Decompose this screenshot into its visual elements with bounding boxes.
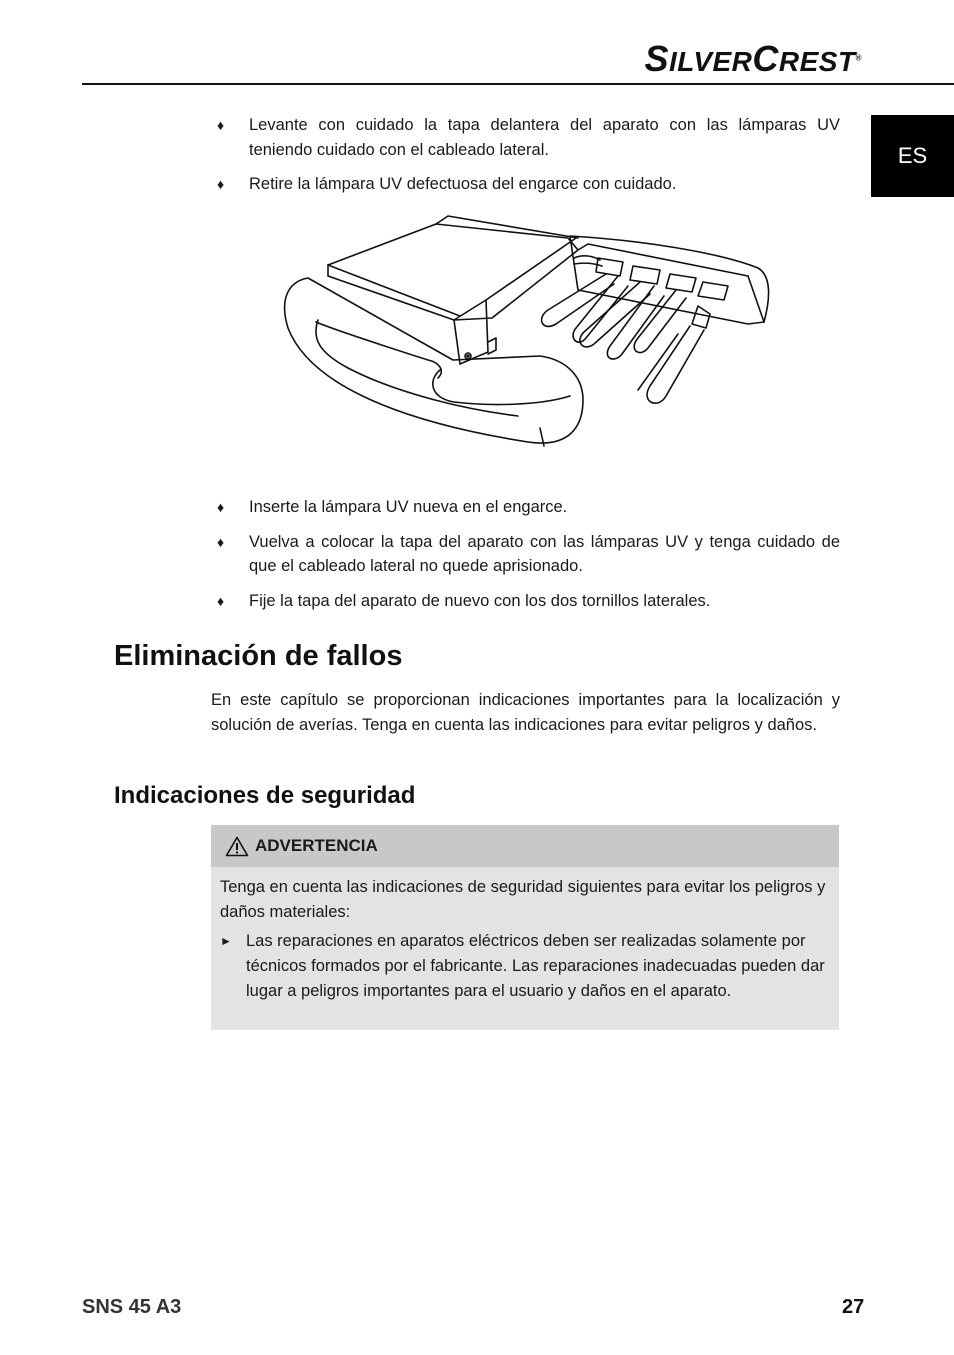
step-text: Levante con cuidado la tapa delantera del aparato con las lámparas UV teniendo cuidado con el cableado lateral.: [249, 116, 840, 159]
subsection-title: Indicaciones de seguridad: [114, 782, 416, 809]
section-title: Eliminación de fallos: [114, 640, 403, 672]
warning-item-text: Las reparaciones en aparatos eléctricos deben ser realizadas solamente por técnicos formados por el fabricante. Las reparaciones inadecuadas pueden dar lugar a peligros importantes para el usuario y daños en el aparato.: [246, 932, 825, 1000]
list-item: [217, 495, 840, 520]
steps-before-list: [217, 113, 840, 207]
language-tab: ES: [871, 115, 954, 197]
step-text: Fije la tapa del aparato de nuevo con los dos tornillos laterales.: [249, 591, 711, 610]
warning-triangle-icon: [225, 836, 249, 857]
footer-model: SNS 45 A3: [82, 1296, 182, 1318]
page-number: 27: [842, 1296, 865, 1318]
diamond-bullet-icon: ♦: [217, 592, 225, 609]
section-intro: En este capítulo se proporcionan indicaciones importantes para la localización y solución de averías. Tenga en cuenta las indicaciones para evitar peligros y daños.: [211, 691, 840, 734]
step-text: Vuelva a colocar la tapa del aparato con las lámparas UV y tenga cuidado de que el cableado lateral no quede aprisionado.: [249, 532, 840, 575]
device-lamp-illustration: [278, 210, 773, 468]
warning-header: [211, 825, 839, 867]
warning-text: Tenga en cuenta las indicaciones de seguridad siguientes para evitar los peligros y daños materiales:: [220, 878, 826, 921]
warning-body: [211, 867, 839, 1004]
diamond-bullet-icon: ♦: [217, 176, 225, 192]
steps-after-list: [217, 495, 840, 623]
warning-box: [211, 825, 839, 1030]
logo-s: S: [644, 38, 669, 79]
arrow-right-icon: ►: [220, 934, 232, 948]
logo-registered-mark: ®: [855, 53, 862, 63]
header-rule: [82, 83, 954, 85]
list-item: [217, 113, 840, 162]
logo-c: C: [752, 38, 779, 79]
diamond-bullet-icon: ♦: [217, 533, 225, 550]
list-item: [217, 172, 840, 197]
logo-ilver: ILVER: [668, 46, 753, 77]
diamond-bullet-icon: ♦: [217, 117, 225, 133]
diamond-bullet-icon: ♦: [217, 499, 225, 515]
step-text: Retire la lámpara UV defectuosa del engarce con cuidado.: [249, 175, 677, 193]
logo-rest: REST: [778, 46, 856, 77]
step-text: Inserte la lámpara UV nueva en el engarce.: [249, 498, 568, 516]
list-item: [217, 530, 840, 579]
warning-item: [220, 929, 829, 1004]
brand-logo: [644, 38, 862, 80]
warning-label: ADVERTENCIA: [255, 836, 378, 855]
list-item: [217, 589, 840, 614]
